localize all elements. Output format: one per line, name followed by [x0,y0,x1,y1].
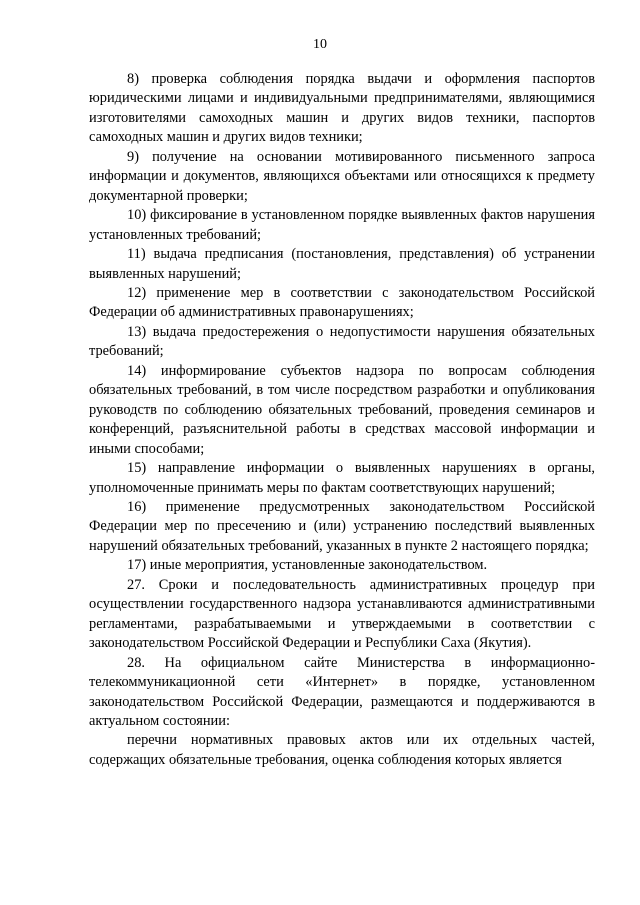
page-number: 10 [313,37,327,52]
paragraph-item-10: 10) фиксирование в установленном порядке выявленных фактов нарушения установленных требований; [89,207,595,243]
paragraph-item-8: 8) проверка соблюдения порядка выдачи и оформления паспортов юридическими лицами и индивидуальными предпринимателями, являющимися изготовителями самоходных машин и других видов техники, паспортов самоходных машин и других видов техники; [89,71,595,146]
paragraph-list-entry: перечни нормативных правовых актов или их отдельных частей, содержащих обязательные требования, оценка соблюдения которых является [89,732,595,768]
paragraph-item-12: 12) применение мер в соответствии с законодательством Российской Федерации об административных правонарушениях; [89,284,595,321]
paragraph-item-13: 13) выдача предостережения о недопустимости нарушения обязательных требований; [89,323,595,360]
paragraph-section-27: 27. Сроки и последовательность административных процедур при осуществлении государственного надзора устанавливаются административными регламентами, разрабатываемыми и утверждаемыми в соответствии с законодательством Российской Федерации и Республики Саха (Якутия). [89,576,595,652]
paragraph-item-17: 17) иные мероприятия, установленные законодательством. [127,557,488,574]
paragraph-item-9: 9) получение на основании мотивированного письменного запроса информации и документов, являющихся объектами или относящихся к предмету документарной проверки; [89,148,595,204]
document-body [89,70,595,770]
paragraph-section-28: 28. На официальном сайте Министерства в информационно-телекоммуникационной сети «Интернет» в порядке, установленном законодательством Российской Федерации, размещаются и поддерживаются в актуальном состоянии: [89,654,595,729]
paragraph-item-11: 11) выдача предписания (постановления, представления) об устранении выявленных нарушений; [89,246,595,282]
paragraph-item-16: 16) применение предусмотренных законодательством Российской Федерации мер по пресечению и (или) устранению последствий выявленных нарушений обязательных требований, указанных в пункте 2 настоящего порядка; [89,498,595,554]
paragraph-item-14: 14) информирование субъектов надзора по вопросам соблюдения обязательных требований, в том числе посредством разработки и опубликования руководств по соблюдению обязательных требований, проведения семинаров и конференций, разъяснительной работы в средствах массовой информации и иными способами; [89,362,595,457]
paragraph-item-15: 15) направление информации о выявленных нарушениях в органы, уполномоченные принимать меры по фактам соответствующих нарушений; [89,460,595,496]
